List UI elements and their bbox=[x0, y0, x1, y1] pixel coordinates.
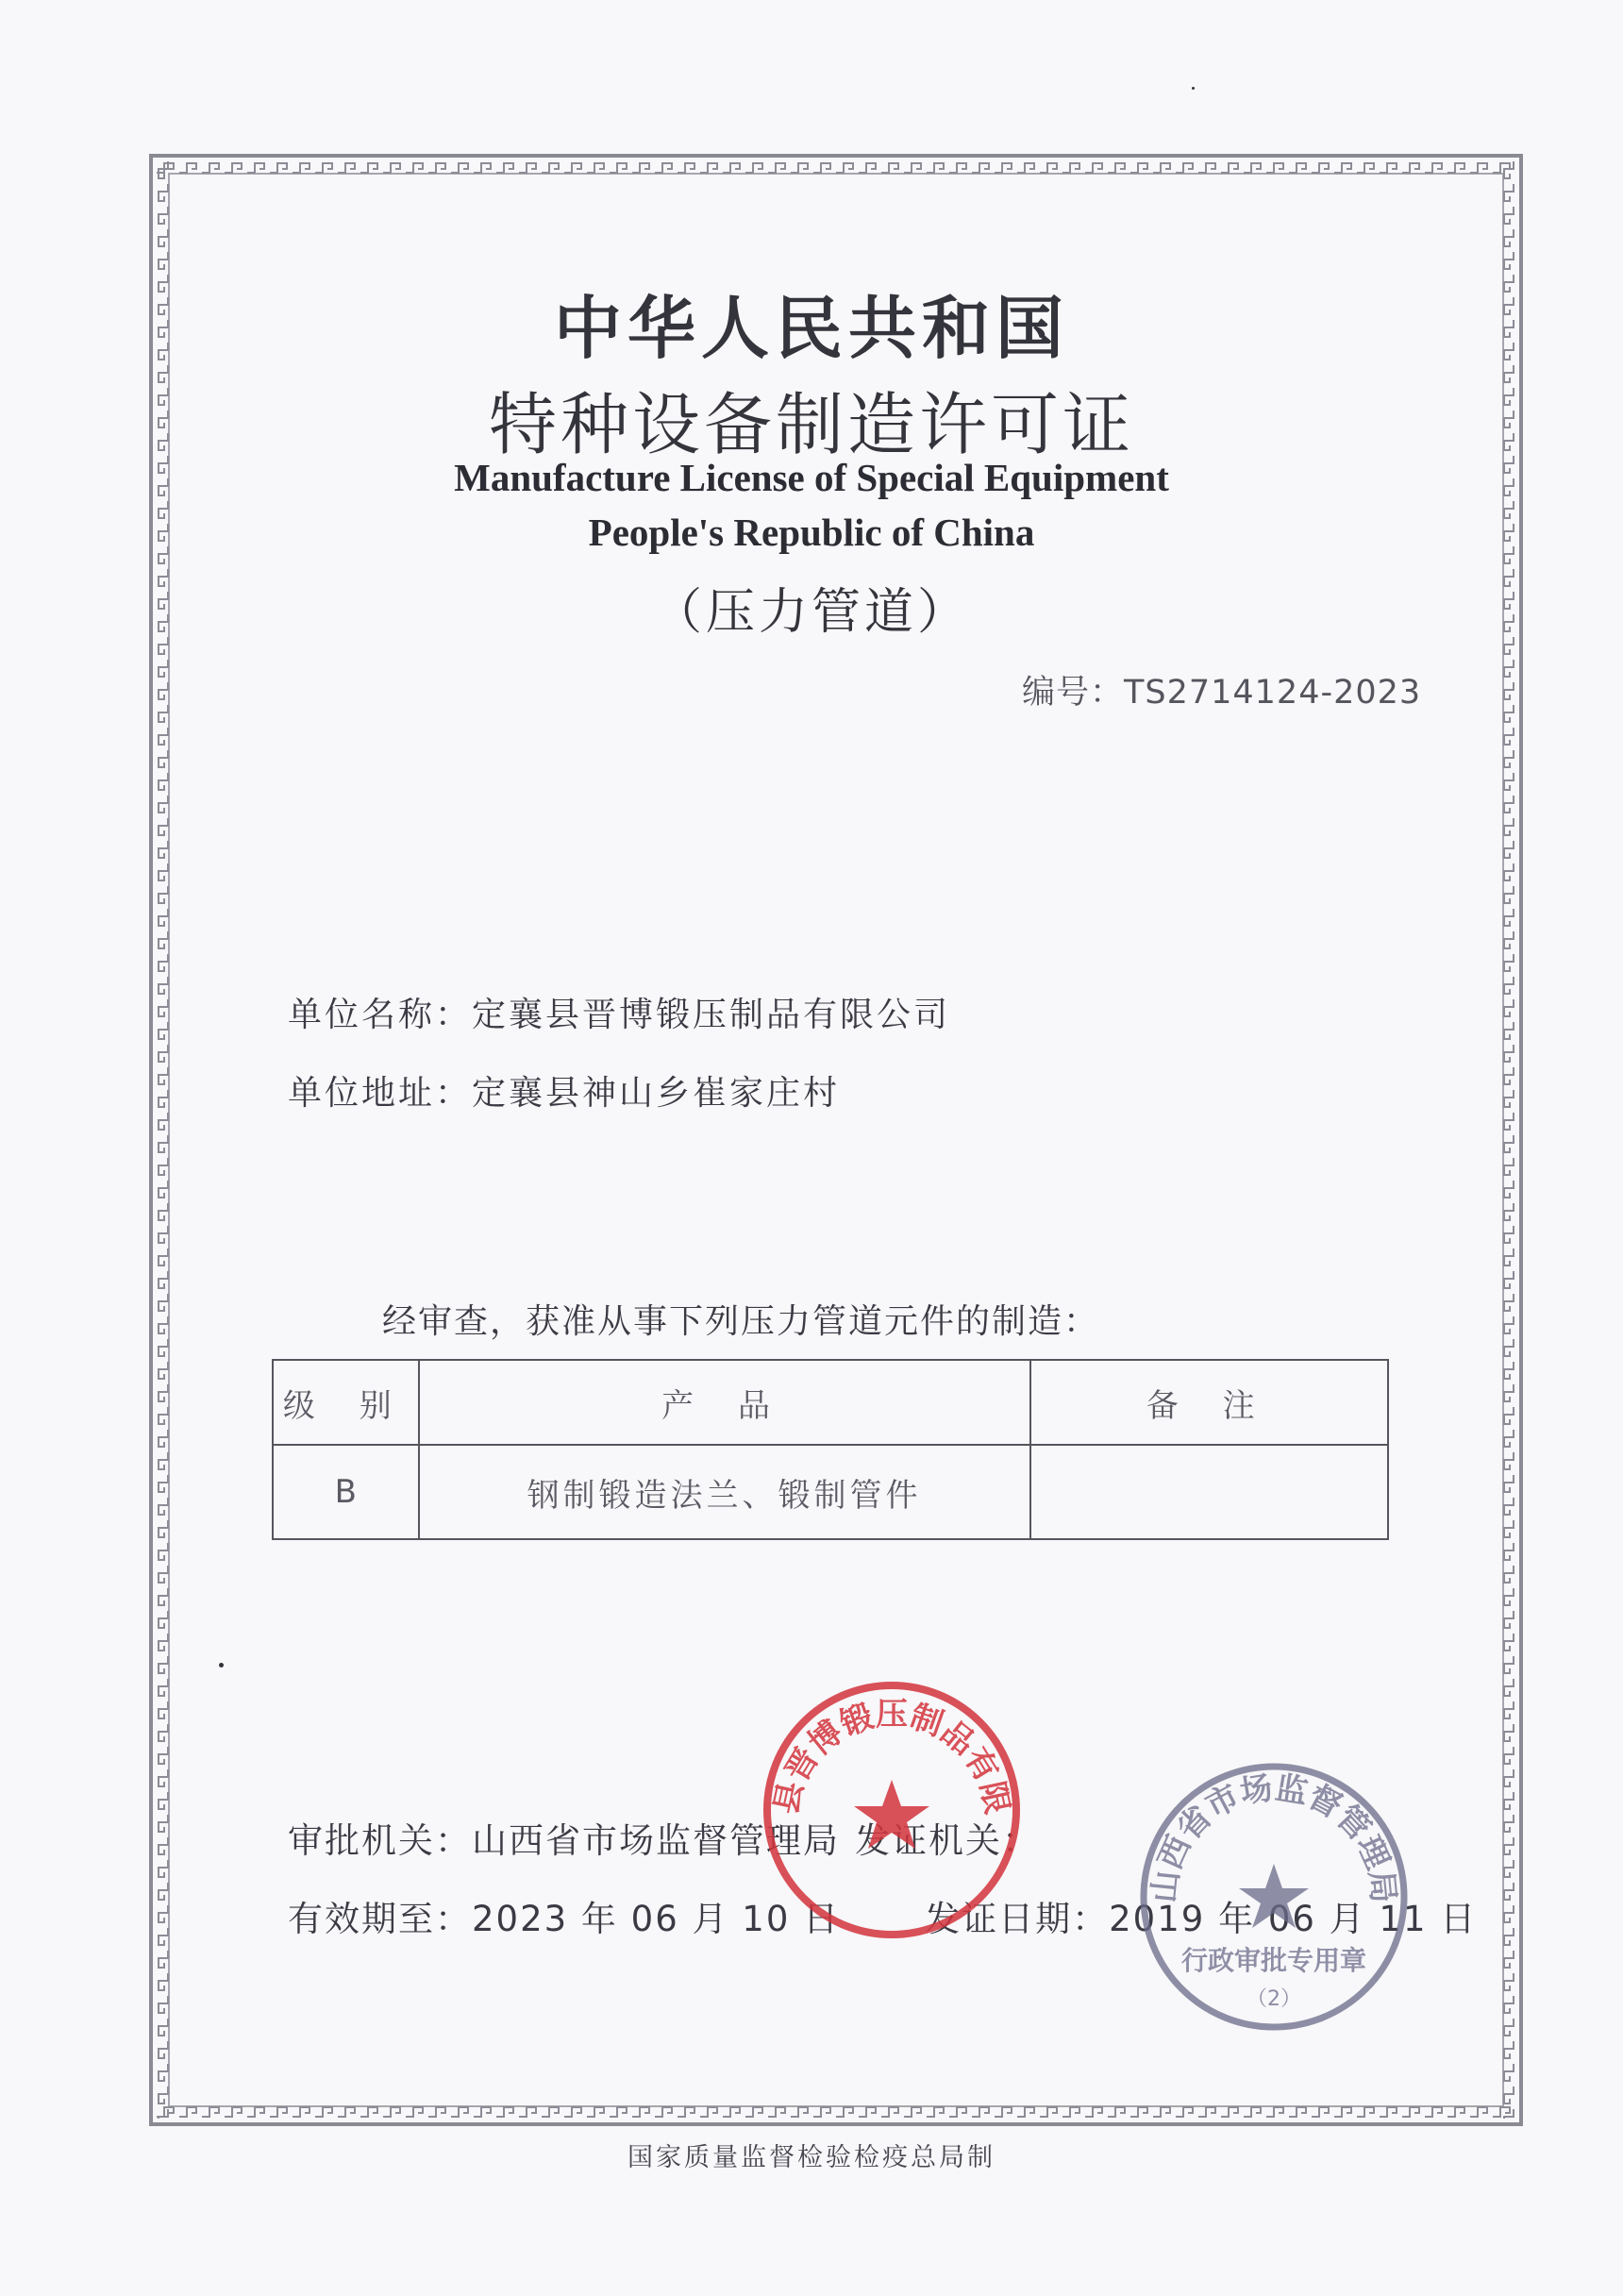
footer-issuer: 国家质量监督检验检疫总局制 bbox=[627, 2143, 996, 2172]
title-cn-license: 特种设备制造许可证 bbox=[488, 385, 1134, 464]
scan-speck bbox=[219, 1663, 224, 1668]
issue-authority-label: 发证机关： bbox=[855, 1820, 1039, 1861]
header-grade: 级 别 bbox=[273, 1360, 419, 1445]
scope-table bbox=[272, 1359, 1389, 1540]
valid-until-value: 2023 年 06 月 10 日 bbox=[472, 1899, 841, 1939]
authority-seal-stamp bbox=[1137, 1760, 1411, 2034]
cell-remarks bbox=[1030, 1445, 1388, 1539]
issue-date-value: 2019 年 06 月 11 日 bbox=[1109, 1899, 1478, 1939]
company-seal-text: 县晋博锻压制品有限 bbox=[767, 1695, 1016, 1818]
cell-product: 钢制锻造法兰、锻制管件 bbox=[419, 1445, 1030, 1539]
company-name-field bbox=[288, 988, 950, 1036]
title-cn-country: 中华人民共和国 bbox=[553, 289, 1069, 368]
valid-until-label: 有效期至： bbox=[288, 1899, 472, 1939]
company-seal-stamp bbox=[760, 1678, 1024, 1942]
header-product: 产 品 bbox=[419, 1360, 1030, 1445]
company-address-field bbox=[288, 1066, 840, 1114]
title-en-country: People's Republic of China bbox=[588, 511, 1035, 554]
company-address-value: 定襄县神山乡崔家庄村 bbox=[472, 1074, 841, 1113]
authority-seal-text: 山西省市场监督管理局 bbox=[1145, 1768, 1403, 1905]
authority-seal-number: （2） bbox=[1247, 1987, 1301, 2011]
title-en-license: Manufacture License of Special Equipment bbox=[454, 456, 1169, 499]
fret-border-top bbox=[157, 161, 1515, 175]
authority-seal-subtext: 行政审批专用章 bbox=[1180, 1945, 1367, 1976]
certificate-number: 编号：TS2714124-2023 bbox=[1022, 674, 1422, 712]
table-row bbox=[273, 1445, 1388, 1539]
cell-grade: B bbox=[273, 1445, 419, 1539]
table-header-row bbox=[273, 1360, 1388, 1445]
company-name-label: 单位名称： bbox=[288, 996, 473, 1034]
issuer-value: 山西省市场监督管理局 bbox=[472, 1820, 840, 1861]
issue-date-label: 发证日期： bbox=[925, 1899, 1110, 1939]
fret-border-bottom bbox=[157, 2105, 1515, 2119]
company-address-label: 单位地址： bbox=[288, 1074, 473, 1113]
company-name-value: 定襄县晋博锻压制品有限公司 bbox=[472, 996, 951, 1034]
issuer-label: 审批机关： bbox=[288, 1820, 472, 1861]
title-category: （压力管道） bbox=[652, 584, 970, 641]
header-remarks: 备 注 bbox=[1030, 1360, 1388, 1445]
approval-intro: 经审查，获准从事下列压力管道元件的制造： bbox=[382, 1302, 1100, 1341]
scan-speck bbox=[1192, 87, 1195, 90]
